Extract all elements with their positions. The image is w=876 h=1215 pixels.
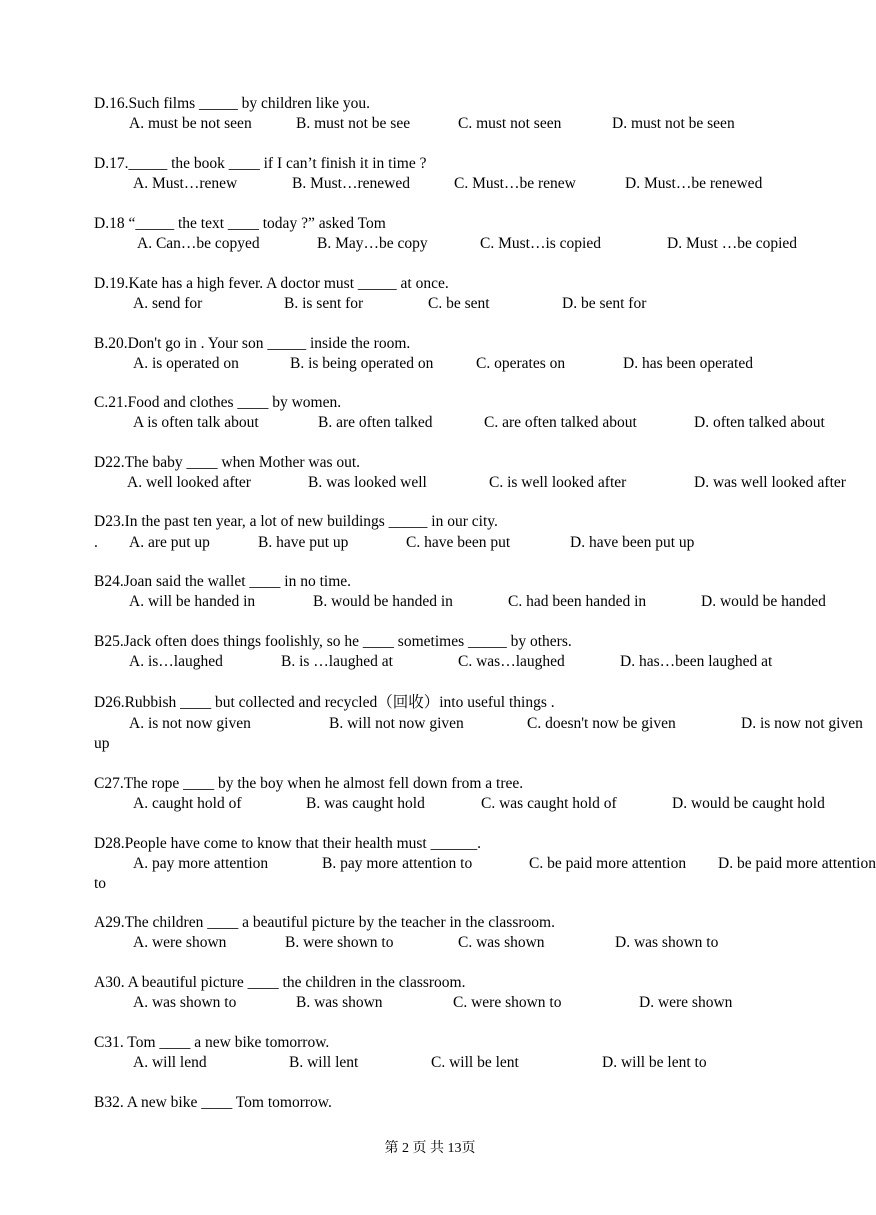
option-b: B. is sent for	[284, 295, 364, 312]
question-stem: D23.In the past ten year, a lot of new buildings _____ in our city.	[94, 513, 498, 530]
question-stem: D.17._____ the book ____ if I can’t finish it in time ?	[94, 155, 427, 172]
option-c: C. be paid more attention	[529, 855, 687, 872]
option-d: D. would be handed	[701, 593, 826, 610]
question-stem: B24.Joan said the wallet ____ in no time.	[94, 573, 352, 590]
option-d: D. often talked about	[694, 414, 825, 431]
option-b: B. have put up	[258, 534, 349, 551]
question-stem: D22.The baby ____ when Mother was out.	[94, 454, 361, 471]
option-a: A. Can…be copyed	[137, 235, 260, 252]
option-d: D. was shown to	[615, 934, 719, 951]
option-c: C. must not seen	[458, 115, 562, 132]
option-d: D. Must…be renewed	[625, 175, 763, 192]
option-b: B. was looked well	[308, 474, 427, 491]
option-a: A. must be not seen	[129, 115, 252, 132]
question-stem: C27.The rope ____ by the boy when he almost fell down from a tree.	[94, 775, 524, 792]
option-d: D. Must …be copied	[667, 235, 798, 252]
question-stem: B25.Jack often does things foolishly, so he ____ sometimes _____ by others.	[94, 633, 572, 650]
option-a: A. Must…renew	[133, 175, 238, 192]
option-a: A. are put up	[129, 534, 210, 551]
option-d: D. be sent for	[562, 295, 647, 312]
question-stem: C31. Tom ____ a new bike tomorrow.	[94, 1034, 330, 1051]
option-a: A. was shown to	[133, 994, 237, 1011]
option-a: A. caught hold of	[133, 795, 242, 812]
question-stem: A29.The children ____ a beautiful picture by the teacher in the classroom.	[94, 914, 555, 931]
option-c: C. was caught hold of	[481, 795, 617, 812]
option-c: C. was shown	[458, 934, 545, 951]
option-b: B. is …laughed at	[281, 653, 393, 670]
option-c: C. Must…is copied	[480, 235, 601, 252]
option-d: D. would be caught hold	[672, 795, 825, 812]
option-c: C. were shown to	[453, 994, 562, 1011]
option-d: D. were shown	[639, 994, 733, 1011]
option-d: D. must not be seen	[612, 115, 735, 132]
option-a: A. is not now given	[129, 715, 251, 732]
option-b: B. was caught hold	[306, 795, 425, 812]
option-d: D. has…been laughed at	[620, 653, 773, 670]
option-b: B. will lent	[289, 1054, 359, 1071]
option-b: B. was shown	[296, 994, 383, 1011]
option-b: B. are often talked	[318, 414, 433, 431]
option-a: A. will be handed in	[129, 593, 256, 610]
question-stem: D.16.Such films _____ by children like you.	[94, 95, 370, 112]
option-a: A. send for	[133, 295, 203, 312]
option-d: D. have been put up	[570, 534, 695, 551]
option-c: C. be sent	[428, 295, 490, 312]
option-c: C. have been put	[406, 534, 511, 551]
question-stem: D.19.Kate has a high fever. A doctor must _____ at once.	[94, 275, 449, 292]
page-footer: 第 2 页 共 13页	[384, 1141, 476, 1156]
question-stem: D26.Rubbish ____ but collected and recycled（回收）into useful things .	[94, 694, 555, 711]
option-b: B. would be handed in	[313, 593, 453, 610]
question-stem: B32. A new bike ____ Tom tomorrow.	[94, 1094, 332, 1111]
option-b: B. must not be see	[296, 115, 411, 132]
option-c: C. was…laughed	[458, 653, 565, 670]
option-c: C. doesn't now be given	[527, 715, 676, 732]
option-c: C. operates on	[476, 355, 566, 372]
option-a: A is often talk about	[133, 414, 259, 431]
question-stem: D.18 “_____ the text ____ today ?” asked Tom	[94, 215, 386, 232]
option-c: C. Must…be renew	[454, 175, 576, 192]
option-continuation: up	[94, 735, 110, 752]
option-b: B. will not now given	[329, 715, 464, 732]
option-a: A. is operated on	[133, 355, 239, 372]
option-c: C. had been handed in	[508, 593, 647, 610]
option-b: B. May…be copy	[317, 235, 428, 252]
option-c: C. is well looked after	[489, 474, 627, 491]
option-c: C. are often talked about	[484, 414, 637, 431]
option-a: A. well looked after	[127, 474, 251, 491]
option-a: A. will lend	[133, 1054, 207, 1071]
question-stem: D28.People have come to know that their health must ______.	[94, 835, 481, 852]
option-b: B. pay more attention to	[322, 855, 473, 872]
option-b: B. is being operated on	[290, 355, 434, 372]
option-d: D. will be lent to	[602, 1054, 707, 1071]
option-b: B. Must…renewed	[292, 175, 410, 192]
question-stem: C.21.Food and clothes ____ by women.	[94, 394, 342, 411]
option-a: A. were shown	[133, 934, 227, 951]
option-d: D. has been operated	[623, 355, 753, 372]
question-stem: B.20.Don't go in . Your son _____ inside the room.	[94, 335, 411, 352]
option-b: B. were shown to	[285, 934, 394, 951]
option-d: D. be paid more attention	[718, 855, 876, 872]
option-d: D. was well looked after	[694, 474, 846, 491]
option-d: D. is now not given	[741, 715, 863, 732]
option-a: A. is…laughed	[129, 653, 223, 670]
option-c: C. will be lent	[431, 1054, 519, 1071]
option-continuation: to	[94, 875, 107, 892]
option-a: A. pay more attention	[133, 855, 269, 872]
option-lead: .	[94, 534, 98, 551]
question-stem: A30. A beautiful picture ____ the children in the classroom.	[94, 974, 466, 991]
